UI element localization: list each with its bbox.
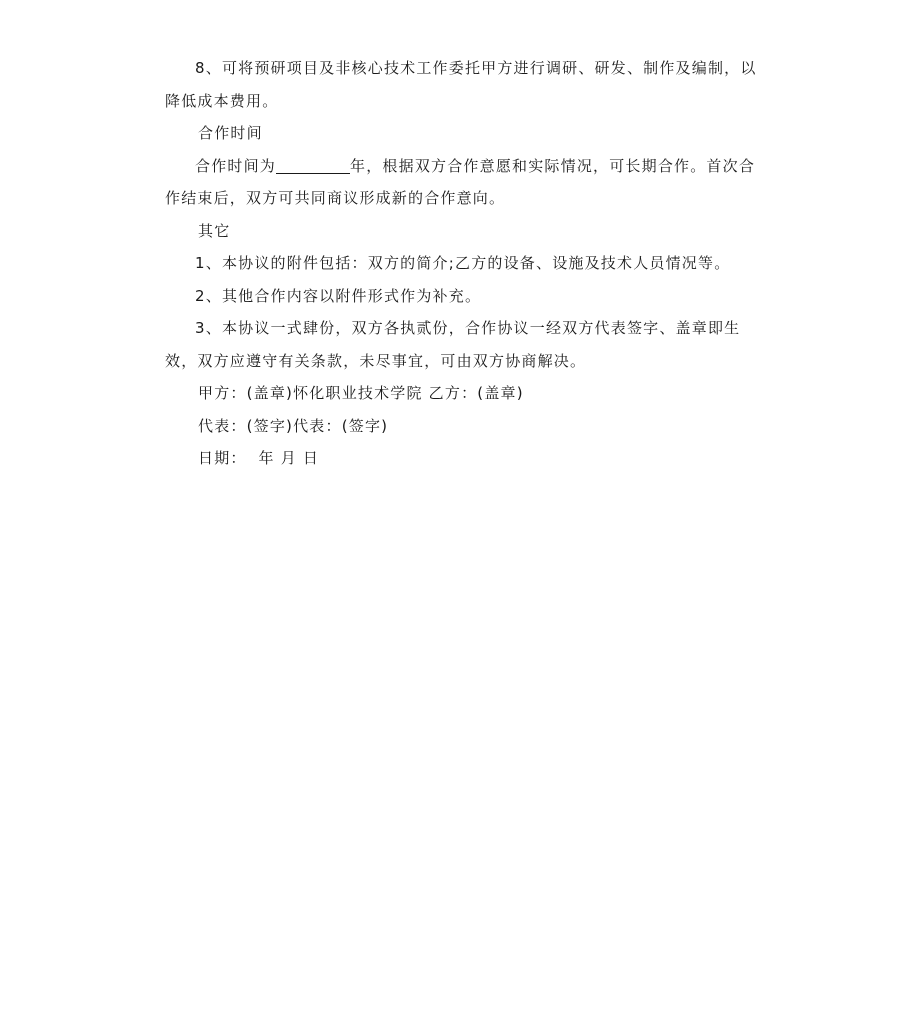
document-page — [165, 52, 757, 475]
other-item-3: 3、本协议一式肆份，双方各执贰份，合作协议一经双方代表签字、盖章即生效，双方应遵守有关条款，未尽事宜，可由双方协商解决。 — [165, 319, 741, 370]
date-line: 日期： 年 月 日 — [198, 449, 320, 467]
section-heading-cooperation-time: 合作时间 — [198, 124, 263, 142]
item-8-paragraph: 8、可将预研项目及非核心技术工作委托甲方进行调研、研发、制作及编制，以降低成本费用。 — [165, 59, 757, 110]
blank-years-field — [276, 158, 350, 174]
party-signature-line: 甲方：(盖章)怀化职业技术学院 乙方：(盖章) — [198, 384, 524, 402]
time-para-prefix: 合作时间为 — [195, 156, 277, 175]
cooperation-time-paragraph — [165, 150, 757, 215]
representative-signature-line: 代表：(签字)代表：(签字) — [198, 416, 389, 435]
section-heading-other: 其它 — [198, 221, 231, 240]
other-item-1: 1、本协议的附件包括：双方的简介;乙方的设备、设施及技术人员情况等。 — [195, 254, 731, 272]
time-para-suffix: 年，根据双方合作意愿和实际情况，可长期合作。首次合作结束后，双方可共同商议形成新的合作意向。 — [165, 156, 756, 207]
other-item-2: 2、其他合作内容以附件形式作为补充。 — [195, 286, 482, 305]
